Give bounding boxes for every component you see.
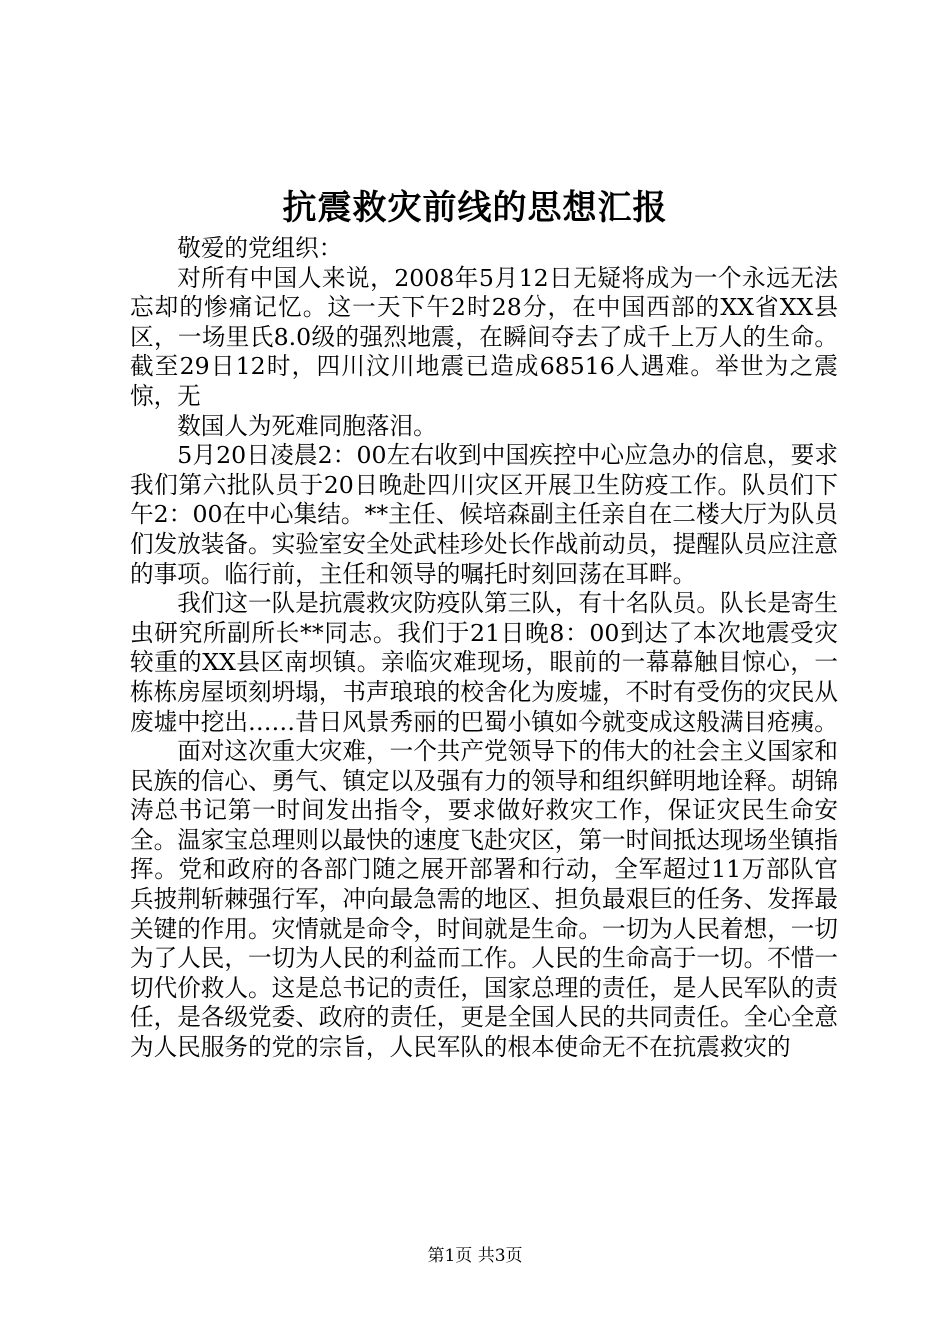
paragraph: 面对这次重大灾难，一个共产党领导下的伟大的社会主义国家和民族的信心、勇气、镇定以及强有力的领导和组织鲜明地诠释。胡锦涛总书记第一时间发出指令，要求做好救灾工作，保证灾民生命安全。温家宝总理则以最快的速度飞赴灾区，第一时间抵达现场坐镇指挥。党和政府的各部门随之展开部署和行动，全军超过11万部队官兵披荆斩棘强行军，冲向最急需的地区、担负最艰巨的任务、发挥最关键的作用。灾情就是命令，时间就是生命。一切为人民着想，一切为了人民，一切为人民的利益而工作。人民的生命高于一切。不惜一切代价救人。这是总书记的责任，国家总理的责任，是人民军队的责任，是各级党委、政府的责任，更是全国人民的共同责任。全心全意为人民服务的党的宗旨，人民军队的根本使命无不在抗震救灾的 bbox=[130, 737, 838, 1062]
paragraph: 对所有中国人来说，2008年5月12日无疑将成为一个永远无法忘却的惨痛记忆。这一天下午2时28分，在中国西部的XX省XX县区，一场里氏8.0级的强烈地震，在瞬间夺去了成千上万人的生命。截至29日12时，四川汶川地震已造成68516人遇难。举世为之震惊，无 bbox=[130, 263, 838, 410]
salutation: 敬爱的党组织： bbox=[177, 234, 343, 262]
paragraph: 数国人为死难同胞落泪。 bbox=[177, 411, 437, 440]
document-body bbox=[130, 234, 838, 1063]
page-footer: 第1页 共3页 bbox=[427, 1246, 523, 1266]
paragraph: 我们这一队是抗震救灾防疫队第三队，有十名队员。队长是寄生虫研究所副所长**同志。我们于21日晚8：00到达了本次地震受灾较重的XX县区南坝镇。亲临灾难现场，眼前的一幕幕触目惊心，一栋栋房屋顷刻坍塌，书声琅琅的校舍化为废墟，不时有受伤的灾民从废墟中挖出……昔日风景秀丽的巴蜀小镇如今就变成这般满目疮痍。 bbox=[130, 589, 838, 736]
document-title: 抗震救灾前线的思想汇报 bbox=[282, 188, 668, 228]
paragraph: 5月20日凌晨2：00左右收到中国疾控中心应急办的信息，要求我们第六批队员于20日晚赴四川灾区开展卫生防疫工作。队员们下午2：00在中心集结。**主任、候培森副主任亲自在二楼大厅为队员们发放装备。实验室安全处武桂珍处长作战前动员，提醒队员应注意的事项。临行前，主任和领导的嘱托时刻回荡在耳畔。 bbox=[130, 441, 838, 588]
